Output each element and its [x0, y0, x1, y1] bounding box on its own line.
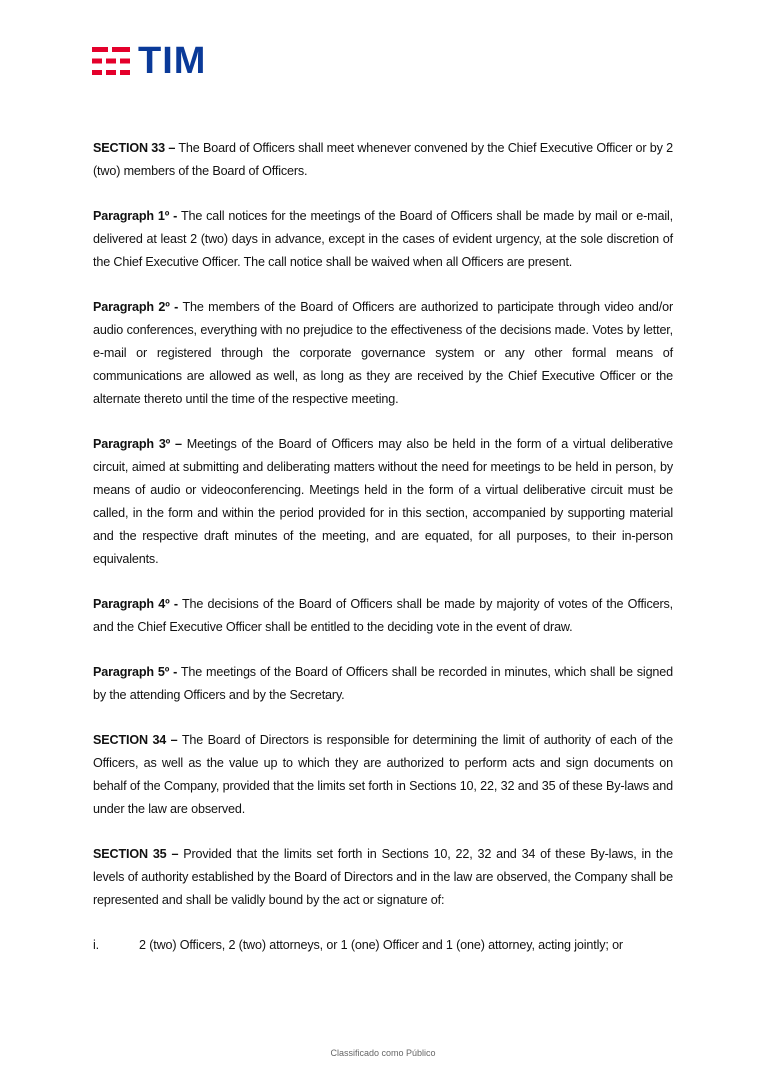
para-label: SECTION 33 –	[93, 141, 176, 155]
para-text: Provided that the limits set forth in Sections 10, 22, 32 and 34 of these By-laws, in the levels of authority established by the Board of Directors and in the law are observed, the Company shall be represented and shall be validly bound by the act or signature of:	[93, 847, 673, 907]
para-label: Paragraph 2º -	[93, 300, 179, 314]
para-text: The decisions of the Board of Officers shall be made by majority of votes of the Officers, and the Chief Executive Officer shall be entitled to the deciding vote in the event of draw.	[93, 597, 673, 634]
company-logo	[92, 40, 207, 82]
para-label: Paragraph 5º -	[93, 665, 178, 679]
document-body	[93, 137, 673, 957]
para-label: SECTION 35 –	[93, 847, 179, 861]
para-text: The Board of Directors is responsible for determining the limit of authority of each of the Officers, as well as the value up to which they are authorized to perform acts and sign documents on behalf of the Company, provided that the limits set forth in Sections 10, 22, 32 and 35 of these By-laws and under the law are observed.	[93, 733, 674, 816]
logo-wordmark: TIM	[138, 40, 207, 82]
classification-footer: Classificado como Público	[330, 1048, 436, 1058]
list-item	[93, 934, 673, 957]
list-item-text: 2 (two) Officers, 2 (two) attorneys, or 1 (one) Officer and 1 (one) attorney, acting jointly; or	[139, 938, 623, 952]
list-item-marker: i.	[93, 938, 99, 952]
section-34	[93, 729, 673, 821]
section-33-paragraph-2	[93, 296, 673, 411]
para-label: Paragraph 3º –	[93, 437, 182, 451]
para-text: The meetings of the Board of Officers shall be recorded in minutes, which shall be signed by the attending Officers and by the Secretary.	[93, 665, 673, 702]
para-text: Meetings of the Board of Officers may also be held in the form of a virtual deliberative circuit, aimed at submitting and deliberating matters without the need for meetings to be held in person, by means of audio or videoconferencing. Meetings held in the form of a virtual deliberative circuit must be called, in the form and within the period provided for in this section, accompanied by supporting material and the respective draft minutes of the meeting, and are equated, for all purposes, to their in-person equivalents.	[93, 437, 673, 566]
section-33-paragraph-5	[93, 661, 673, 707]
para-label: SECTION 34 –	[93, 733, 178, 747]
section-33-paragraph-4	[93, 593, 673, 639]
section-33-paragraph-1	[93, 205, 673, 274]
para-label: Paragraph 4º -	[93, 597, 178, 611]
section-35	[93, 843, 673, 912]
section-33	[93, 137, 673, 183]
tim-stripes-logo-icon	[92, 45, 132, 77]
para-label: Paragraph 1º -	[93, 209, 178, 223]
para-text: The members of the Board of Officers are authorized to participate through video and/or audio conferences, everything with no prejudice to the effectiveness of the decisions made. Votes by letter, e-mail or registered through the corporate governance system or any other formal means of communications are allowed as well, as long as they are received by the Chief Executive Officer or the alternate thereto until the time of the respective meeting.	[93, 300, 674, 406]
para-text: The call notices for the meetings of the Board of Officers shall be made by mail or e-mail, delivered at least 2 (two) days in advance, except in the cases of evident urgency, at the sole discretion of the Chief Executive Officer. The call notice shall be waived when all Officers are present.	[93, 209, 673, 269]
section-33-paragraph-3	[93, 433, 673, 571]
para-text: The Board of Officers shall meet whenever convened by the Chief Executive Officer or by 2 (two) members of the Board of Officers.	[93, 141, 673, 178]
